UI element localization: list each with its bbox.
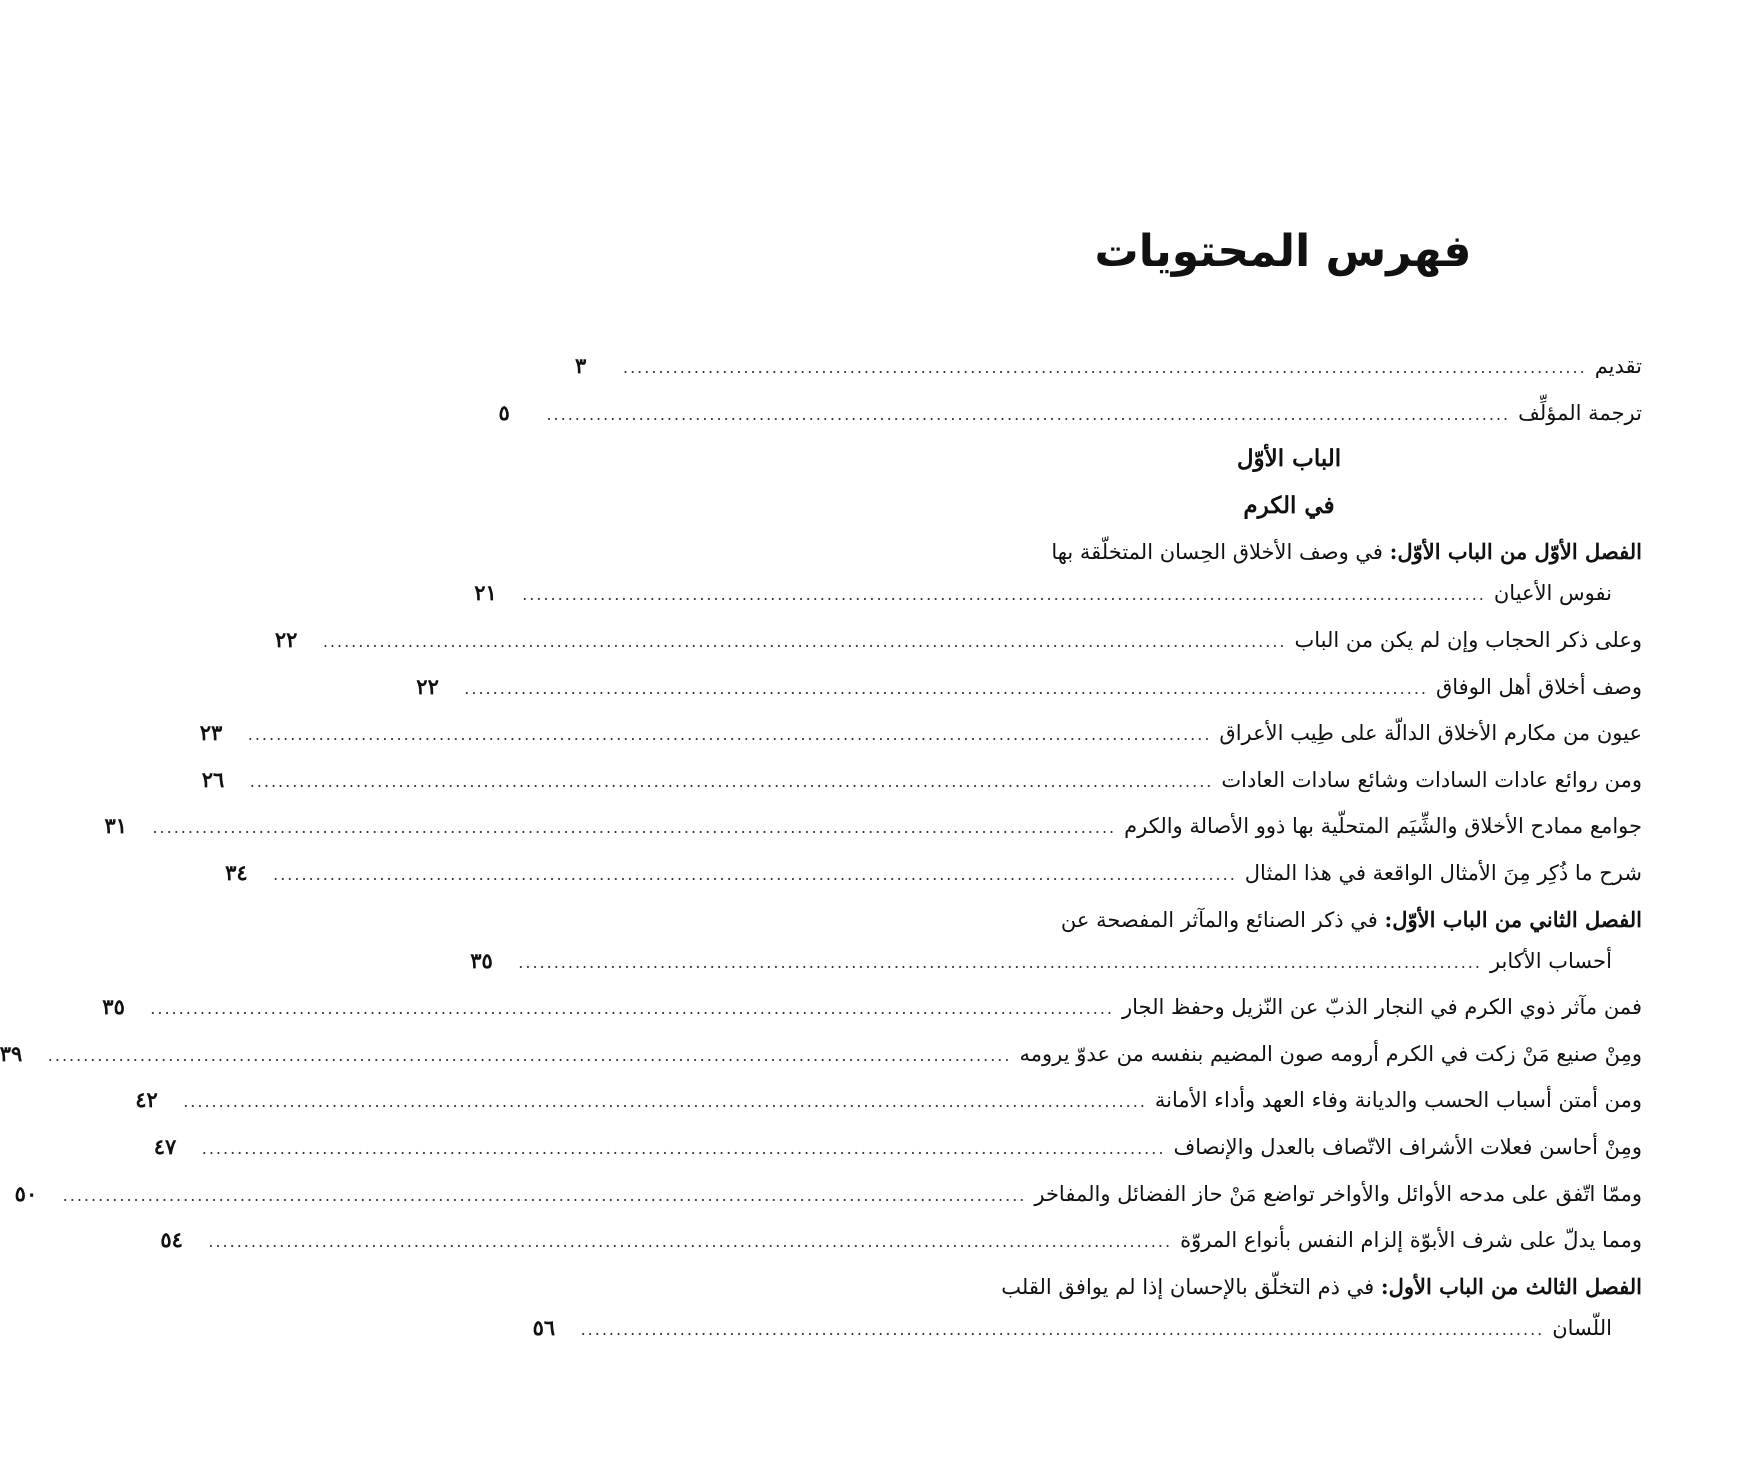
page-number: ٢٣ [199, 720, 223, 746]
leader-dots: ........................................................................................................................................ [464, 678, 1428, 698]
chapter-heading [936, 897, 1642, 938]
toc-entry[interactable] [532, 1305, 1642, 1352]
entry-label: جوامع ممادح الأخلاق والشِّيَم المتحلّية بها ذوو الأصالة والكرم [1124, 814, 1642, 839]
chapter-heading [936, 1264, 1642, 1305]
chapter-title: الفصل الثالث من الباب الأول: [1380, 1273, 1642, 1299]
toc-entry[interactable] [199, 710, 1642, 757]
page-number: ٤٢ [135, 1087, 158, 1113]
page-number: ٣٥ [470, 947, 493, 973]
toc-entry[interactable] [575, 343, 1642, 390]
toc-entry[interactable] [416, 664, 1642, 711]
toc-entry[interactable] [498, 390, 1642, 437]
leader-dots: ........................................................................................................................................ [183, 1092, 1147, 1112]
chapter-heading [936, 529, 1642, 570]
leader-dots: ........................................................................................................................................ [249, 771, 1214, 791]
page-number: ٢٢ [416, 673, 439, 699]
entry-label: ومِنْ أحاسن فعلات الأشراف الاتّصاف بالعدل والإنصاف [1173, 1134, 1642, 1159]
toc-entry[interactable] [160, 1217, 1642, 1264]
page-number: ٥ [498, 399, 510, 425]
leader-dots: ........................................................................................................................................ [208, 1232, 1173, 1252]
entry-label: اللّسان [1552, 1315, 1612, 1340]
entry-label: تقديم [1594, 354, 1642, 378]
page-number: ٣٥ [102, 994, 125, 1020]
chapter-title: الفصل الأوّل من الباب الأوّل: [1389, 539, 1642, 565]
leader-dots: ........................................................................................................................................ [522, 585, 1486, 605]
leader-dots: ........................................................................................................................................ [201, 1138, 1166, 1158]
page-number: ٢٢ [274, 626, 298, 652]
part-heading: الباب الأوّل [1236, 445, 1342, 473]
page-number: ٥٠ [14, 1180, 38, 1206]
leader-dots: ........................................................................................................................................ [580, 1319, 1545, 1339]
part-subheading: في الكرم [1243, 491, 1335, 519]
entry-label: ومن أمتن أسباب الحسب والديانة وفاء العهد وأداء الأمانة [1154, 1088, 1642, 1113]
toc-entry[interactable] [153, 1124, 1642, 1171]
page-title: فهرس المحتويات [1094, 226, 1472, 277]
toc-entry[interactable] [201, 757, 1642, 804]
toc-entry[interactable] [470, 938, 1642, 985]
entry-label: وعلى ذكر الحجاب وإن لم يكن من الباب [1294, 627, 1642, 652]
leader-dots: ........................................................................................................................................ [273, 864, 1237, 884]
entry-label: وممّا اتّفق على مدحه الأوائل والأواخر تواضع مَنْ حاز الفضائل والمفاخر [1034, 1181, 1642, 1206]
entry-label: أحساب الأكابر [1489, 948, 1612, 973]
toc-entry[interactable] [102, 984, 1642, 1031]
entry-label: عيون من مكارم الأخلاق الدالّة على طِيب الأعراق [1219, 721, 1642, 746]
leader-dots: ........................................................................................................................................ [247, 725, 1212, 745]
toc-entry[interactable] [225, 850, 1642, 897]
page-number: ٢٦ [201, 766, 225, 792]
toc-entry[interactable] [104, 803, 1642, 850]
page-number: ٤٧ [153, 1133, 177, 1159]
leader-dots: ........................................................................................................................................ [322, 631, 1287, 651]
entry-label: شرح ما ذُكِر مِنَ الأمثال الواقعة في هذا المثال [1244, 860, 1642, 885]
page-number: ٣١ [104, 813, 128, 839]
toc-entry[interactable] [274, 617, 1642, 664]
toc-entry[interactable] [474, 570, 1642, 617]
page-number: ٣ [575, 353, 587, 378]
page-number: ٥٦ [532, 1314, 556, 1340]
leader-dots: ........................................................................................................................................ [62, 1185, 1027, 1205]
toc-entry[interactable] [135, 1077, 1642, 1124]
leader-dots: ........................................................................................................................................ [152, 818, 1117, 838]
page-number: ٥٤ [160, 1227, 183, 1253]
toc-entry[interactable] [14, 1171, 1642, 1218]
chapter-description: في ذكر الصنائع والمآثر المفصحة عن [1060, 907, 1378, 932]
leader-dots: ........................................................................................................................................ [47, 1045, 1012, 1065]
chapter-description: في وصف الأخلاق الحِسان المتخلّقة بها [1051, 540, 1383, 565]
leader-dots: ........................................................................................................................................ [150, 999, 1114, 1019]
leader-dots: ........................................................................................................................................ [546, 404, 1511, 424]
page-number: ٣٤ [225, 859, 248, 885]
entry-label: فمن مآثر ذوي الكرم في النجار الذبّ عن النّزيل وحفظ الجار [1121, 995, 1642, 1020]
toc-entry[interactable] [0, 1031, 1642, 1078]
chapter-description: في ذم التخلّق بالإحسان إذا لم يوافق القلب [1001, 1274, 1375, 1299]
entry-label: ومِنْ صنيع مَنْ زكت في الكرم أرومه صون المضيم بنفسه من عدوّ يرومه [1019, 1041, 1642, 1066]
entry-label: ومما يدلّ على شرف الأبوّة إلزام النفس بأنواع المروّة [1180, 1228, 1642, 1253]
page-number: ٢١ [474, 580, 497, 606]
chapter-title: الفصل الثاني من الباب الأوّل: [1384, 906, 1642, 932]
entry-label: وصف أخلاق أهل الوفاق [1435, 674, 1642, 699]
leader-dots: ........................................................................................................................................ [623, 358, 1587, 377]
entry-label: ترجمة المؤلِّف [1518, 400, 1642, 425]
table-of-contents [0, 343, 1642, 1351]
leader-dots: ........................................................................................................................................ [518, 952, 1482, 972]
page-number: ٣٩ [0, 1040, 23, 1066]
entry-label: ومن روائع عادات السادات وشائع سادات العادات [1221, 767, 1642, 792]
entry-label: نفوس الأعيان [1493, 581, 1612, 606]
